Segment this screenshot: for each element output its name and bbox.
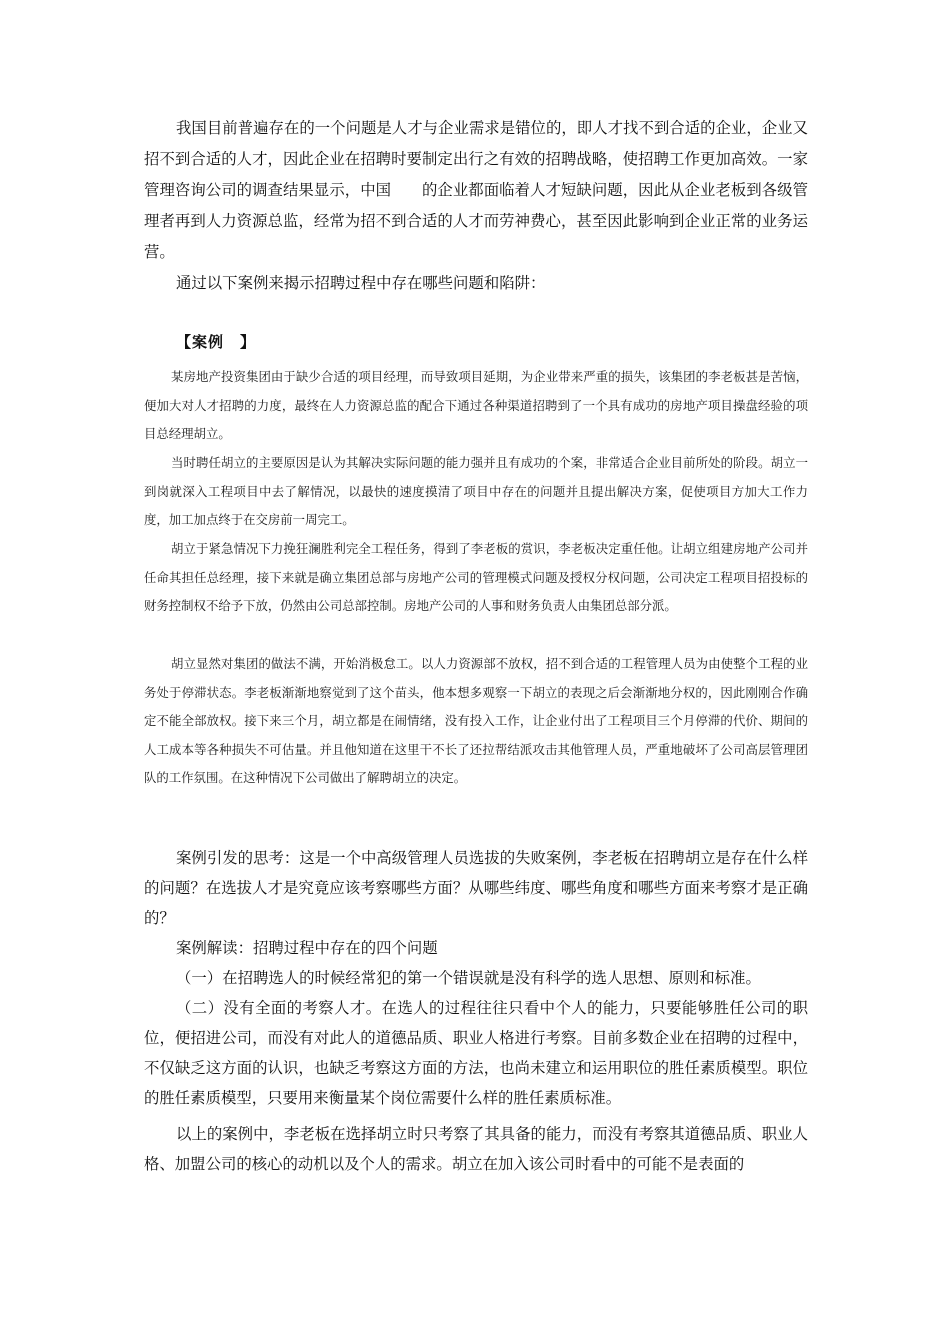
analysis-paragraph-2: 案例解读：招聘过程中存在的四个问题 — [176, 939, 438, 957]
analysis-paragraph-3: （一）在招聘选人的时候经常犯的第一个错误就是没有科学的选人思想、原则和标准。 — [176, 969, 761, 987]
case-heading: 【案例 】 — [176, 333, 257, 351]
case-paragraph-3: 胡立于紧急情况下力挽狂澜胜利完全工程任务，得到了李老板的赏识，李老板决定重任他。让胡立组建房地产公司并任命其担任总经理，接下来就是确立集团总部与房地产公司的管理模式问题及授权分权问题，公司决定工程项目招投标的财务控制权不给予下放，仍然由公司总部控制。房地产公司的人事和财务负责人由集团总部分派。 — [144, 541, 808, 614]
intro-paragraph-1: 我国目前普遍存在的一个问题是人才与企业需求是错位的，即人才找不到合适的企业，企业又招不到合适的人才，因此企业在招聘时要制定出行之有效的招聘战略，使招聘工作更加高效。一家管理咨询公司的调查结果显示，中国 的企业都面临着人才短缺问题，因此从企业老板到各级管理者再到人力资源总监，经常为招不到合适的人才而劳神费心，甚至因此影响到企业正常的业务运营。 — [144, 119, 808, 261]
case-paragraph-2: 当时聘任胡立的主要原因是认为其解决实际问题的能力强并且有成功的个案，非常适合企业目前所处的阶段。胡立一到岗就深入工程项目中去了解情况，以最快的速度摸清了项目中存在的问题并且提出解决方案，促使项目方加大工作力度，加工加点终于在交房前一周完工。 — [144, 455, 808, 528]
intro-paragraph-2: 通过以下案例来揭示招聘过程中存在哪些问题和陷阱： — [176, 274, 546, 292]
case-paragraph-1: 某房地产投资集团由于缺少合适的项目经理，而导致项目延期，为企业带来严重的损失，该集团的李老板甚是苦恼，便加大对人才招聘的力度，最终在人力资源总监的配合下通过各种渠道招聘到了一个具有成功的房地产项目操盘经验的项目总经理胡立。 — [144, 369, 808, 442]
analysis-paragraph-1: 案例引发的思考：这是一个中高级管理人员选拔的失败案例，李老板在招聘胡立是存在什么样的问题？在选拔人才是究竟应该考察哪些方面？从哪些纬度、哪些角度和哪些方面来考察才是正确的？ — [144, 849, 808, 927]
case-paragraph-4: 胡立显然对集团的做法不满，开始消极怠工。以人力资源部不放权，招不到合适的工程管理人员为由使整个工程的业务处于停滞状态。李老板渐渐地察觉到了这个苗头，他本想多观察一下胡立的表现之后会渐渐地分权的，因此刚刚合作确定不能全部放权。接下来三个月，胡立都是在闹情绪，没有投入工作，让企业付出了工程项目三个月停滞的代价、期间的人工成本等各种损失不可估量。并且他知道在这里干不长了还拉帮结派攻击其他管理人员，严重地破坏了公司高层管理团队的工作氛围。在这种情况下公司做出了解聘胡立的决定。 — [144, 656, 808, 786]
analysis-paragraph-4: （二）没有全面的考察人才。在选人的过程往往只看中个人的能力，只要能够胜任公司的职位，便招进公司，而没有对此人的道德品质、职业人格进行考察。目前多数企业在招聘的过程中，不仅缺乏这方面的认识，也缺乏考察这方面的方法，也尚未建立和运用职位的胜任素质模型。职位的胜任素质模型，只要用来衡量某个岗位需要什么样的胜任素质标准。 — [144, 999, 808, 1107]
analysis-paragraph-5: 以上的案例中，李老板在选择胡立时只考察了其具备的能力，而没有考察其道德品质、职业人格、加盟公司的核心的动机以及个人的需求。胡立在加入该公司时看中的可能不是表面的 — [144, 1125, 808, 1173]
